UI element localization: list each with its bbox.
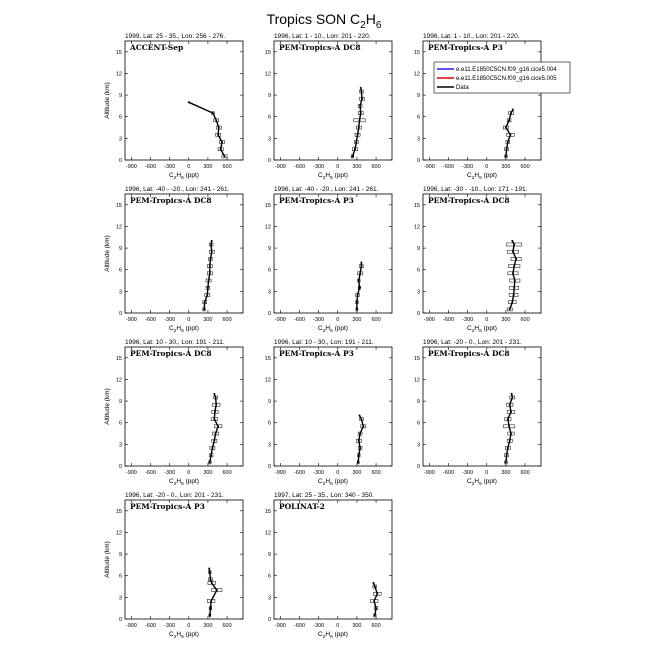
x-tick-label: 300 [501, 317, 511, 323]
plot-frame [125, 41, 243, 160]
data-point [513, 294, 515, 296]
data-point [203, 308, 205, 310]
data-point [512, 251, 514, 253]
x-tick-label: 300 [352, 470, 362, 476]
x-axis-label: $C_2H_6$ (ppt) [467, 325, 497, 334]
y-tick-label: 9 [267, 246, 271, 253]
data-point [210, 243, 212, 245]
x-tick-label: 300 [501, 164, 511, 170]
data-point [373, 582, 375, 584]
y-tick-label: 3 [118, 289, 122, 296]
x-tick-label: -600 [294, 317, 306, 323]
y-tick-label: 12 [115, 377, 122, 384]
panel-6 [414, 186, 541, 334]
y-tick-label: 3 [416, 289, 420, 296]
plot-frame [274, 194, 392, 313]
x-tick-label: 0 [187, 623, 191, 629]
y-tick-label: 3 [118, 136, 122, 143]
x-tick-label: -900 [125, 317, 137, 323]
y-axis-label: Altitude (km) [104, 235, 111, 272]
data-point [357, 294, 359, 296]
data-point [204, 301, 206, 303]
y-tick-label: 3 [118, 595, 122, 602]
data-point [355, 141, 357, 143]
data-point [359, 105, 361, 107]
data-point [508, 119, 510, 121]
panel-header: 1996, Lat: 1 - 10., Lon: 201 - 220. [423, 33, 520, 40]
data-point [508, 425, 510, 427]
legend-label: e.e11.E1850C5CN.f09_g16.cice5.005 [456, 76, 557, 82]
x-tick-label: -900 [423, 470, 435, 476]
x-tick-label: -300 [313, 470, 325, 476]
y-tick-label: 15 [413, 202, 420, 209]
campaign-label: PEM-Tropics-A P3 [428, 43, 503, 52]
panel-1 [104, 33, 243, 181]
y-tick-label: 12 [413, 71, 420, 78]
y-tick-label: 9 [267, 93, 271, 100]
y-tick-label: 0 [118, 464, 122, 470]
x-tick-label: -900 [423, 164, 435, 170]
data-point [208, 568, 210, 570]
campaign-label: PEM-Tropics-A DC8 [130, 349, 212, 358]
x-tick-label: -300 [313, 317, 325, 323]
x-tick-label: -600 [145, 317, 157, 323]
data-point [360, 265, 362, 267]
x-tick-label: 600 [222, 470, 232, 476]
y-tick-label: 6 [267, 114, 271, 121]
data-point [511, 301, 513, 303]
campaign-label: PEM-Tropics-A DC8 [428, 349, 510, 358]
x-tick-label: -300 [313, 164, 325, 170]
panel-header: 1996, Lat: -40 - -20., Lon: 241 - 261. [274, 186, 379, 193]
x-tick-label: -600 [294, 470, 306, 476]
x-tick-label: -900 [125, 470, 137, 476]
data-point [208, 280, 210, 282]
y-tick-label: 9 [267, 399, 271, 406]
y-tick-label: 6 [267, 420, 271, 427]
x-tick-label: 600 [222, 317, 232, 323]
campaign-label: POLINAT-2 [279, 502, 325, 511]
data-point [358, 287, 360, 289]
data-point [512, 109, 514, 111]
y-tick-label: 12 [264, 71, 271, 78]
legend-label: e.e11.E1850C5CN.f09_g16.cice5.004 [456, 67, 557, 73]
data-point [216, 589, 218, 591]
data-point [218, 127, 220, 129]
y-tick-label: 0 [267, 158, 271, 164]
data-point [209, 571, 211, 573]
y-tick-label: 12 [115, 530, 122, 537]
data-point [360, 262, 362, 264]
x-tick-label: -300 [462, 317, 474, 323]
y-tick-label: 15 [115, 508, 122, 515]
y-tick-label: 6 [416, 267, 420, 274]
y-tick-label: 0 [267, 311, 271, 317]
x-tick-label: 0 [187, 470, 191, 476]
x-tick-label: 300 [203, 470, 213, 476]
data-point [209, 461, 211, 463]
y-tick-label: 9 [118, 399, 122, 406]
x-tick-label: 600 [222, 623, 232, 629]
x-axis-label: $C_2H_6$ (ppt) [467, 478, 497, 487]
data-point [376, 593, 378, 595]
y-tick-label: 6 [118, 573, 122, 580]
panel-3 [414, 33, 541, 181]
x-tick-label: 600 [371, 470, 381, 476]
x-tick-label: 600 [222, 164, 232, 170]
x-tick-label: -300 [462, 470, 474, 476]
plot-frame [274, 347, 392, 466]
panel-header: 1996, Lat: -40 - -20., Lon: 241 - 261. [125, 186, 230, 193]
figure-title: Tropics SON $C_2H_6$ [266, 11, 382, 31]
data-point [511, 396, 513, 398]
data-point [213, 418, 215, 420]
x-tick-label: -600 [294, 623, 306, 629]
data-point [507, 447, 509, 449]
data-point [209, 614, 211, 616]
x-tick-label: 600 [520, 470, 530, 476]
panel-2 [265, 33, 392, 181]
data-point [360, 90, 362, 92]
data-point [511, 240, 513, 242]
x-tick-label: 0 [187, 164, 191, 170]
data-point [513, 265, 515, 267]
x-axis-label: $C_2H_6$ (ppt) [318, 325, 348, 334]
panel-7 [104, 339, 243, 487]
data-point [512, 272, 514, 274]
data-point [209, 578, 211, 580]
data-point [513, 287, 515, 289]
x-tick-label: -600 [443, 317, 455, 323]
x-tick-label: -900 [274, 317, 286, 323]
data-point [354, 148, 356, 150]
data-point [215, 396, 217, 398]
campaign-label: PEM-Tropics-A DC8 [428, 196, 510, 205]
data-point [213, 393, 215, 395]
data-point [207, 287, 209, 289]
campaign-label: PEM-Tropics-A DC8 [279, 43, 361, 52]
plot-frame [423, 41, 541, 160]
data-point [351, 155, 353, 157]
x-tick-label: 300 [501, 470, 511, 476]
panel-header: 1996, Lat: 10 - 30., Lon: 191 - 211. [125, 339, 225, 346]
panel-10 [104, 492, 243, 640]
data-point [215, 404, 217, 406]
data-point [211, 240, 213, 242]
x-tick-label: 0 [485, 164, 489, 170]
x-tick-label: 600 [371, 317, 381, 323]
y-tick-label: 6 [267, 267, 271, 274]
data-point [374, 614, 376, 616]
y-tick-label: 0 [416, 464, 420, 470]
data-point [358, 119, 360, 121]
y-tick-label: 9 [416, 399, 420, 406]
data-point [211, 251, 213, 253]
x-tick-label: -600 [443, 470, 455, 476]
data-point [356, 301, 358, 303]
x-axis-label: $C_2H_6$ (ppt) [318, 478, 348, 487]
data-point [212, 112, 214, 114]
x-tick-label: 300 [352, 164, 362, 170]
x-axis-label: $C_2H_6$ (ppt) [169, 172, 199, 181]
x-axis-label: $C_2H_6$ (ppt) [318, 631, 348, 640]
data-point [217, 425, 219, 427]
y-tick-label: 15 [264, 355, 271, 362]
x-tick-label: -600 [145, 470, 157, 476]
y-tick-label: 15 [413, 355, 420, 362]
data-point [360, 87, 362, 89]
data-point [221, 141, 223, 143]
y-tick-label: 3 [267, 595, 271, 602]
x-tick-label: 600 [520, 164, 530, 170]
plot-frame [125, 194, 243, 313]
y-tick-label: 9 [416, 246, 420, 253]
y-tick-label: 0 [416, 158, 420, 164]
campaign-label: PEM-Tropics-A P3 [130, 502, 205, 511]
panel-8 [265, 339, 392, 487]
x-tick-label: 0 [485, 317, 489, 323]
x-tick-label: 0 [336, 164, 340, 170]
data-point [509, 308, 511, 310]
x-tick-label: 300 [203, 164, 213, 170]
y-tick-label: 12 [413, 377, 420, 384]
data-point [509, 134, 511, 136]
campaign-label: PEM-Tropics-A DC8 [130, 196, 212, 205]
panel-11 [265, 492, 392, 640]
data-point [217, 134, 219, 136]
panel-4 [104, 186, 243, 334]
panel-9 [414, 339, 541, 487]
x-tick-label: -300 [462, 164, 474, 170]
legend-label: Data [456, 85, 469, 91]
data-point [510, 411, 512, 413]
plot-frame [125, 500, 243, 619]
data-point [356, 308, 358, 310]
panel-header: 1996, Lat: -20 - 0., Lon: 201 - 231. [125, 492, 224, 499]
data-point [362, 425, 364, 427]
data-point [505, 461, 507, 463]
data-point [514, 280, 516, 282]
data-point [357, 134, 359, 136]
data-point [214, 411, 216, 413]
y-tick-label: 0 [118, 311, 122, 317]
data-point [359, 272, 361, 274]
y-tick-label: 12 [115, 71, 122, 78]
plot-frame [274, 41, 392, 160]
y-tick-label: 0 [416, 311, 420, 317]
x-axis-label: $C_2H_6$ (ppt) [169, 325, 199, 334]
data-point [209, 607, 211, 609]
x-tick-label: 600 [371, 164, 381, 170]
x-tick-label: -300 [164, 164, 176, 170]
data-point [505, 127, 507, 129]
panel-header: 1997, Lat: 25 - 35., Lon: 340 - 350. [274, 492, 375, 499]
x-tick-label: -300 [164, 623, 176, 629]
data-point [215, 433, 217, 435]
data-point [358, 280, 360, 282]
y-tick-label: 3 [267, 136, 271, 143]
y-tick-label: 15 [413, 49, 420, 56]
data-point [511, 393, 513, 395]
y-tick-label: 3 [118, 442, 122, 449]
campaign-label: PEM-Tropics-A P3 [279, 196, 354, 205]
y-tick-label: 3 [267, 289, 271, 296]
data-point [213, 440, 215, 442]
data-point [506, 454, 508, 456]
x-tick-label: 0 [336, 623, 340, 629]
data-point [211, 447, 213, 449]
panel-header: 1999, Lat: 25 - 35., Lon: 256 - 276. [125, 33, 226, 40]
y-axis-label: Altitude (km) [104, 82, 111, 119]
y-tick-label: 3 [416, 442, 420, 449]
data-point [357, 461, 359, 463]
y-tick-label: 6 [118, 420, 122, 427]
data-point [210, 600, 212, 602]
y-tick-label: 0 [267, 464, 271, 470]
x-tick-label: -600 [145, 164, 157, 170]
y-tick-label: 3 [416, 136, 420, 143]
data-point [224, 155, 226, 157]
y-tick-label: 6 [416, 420, 420, 427]
data-point [188, 101, 190, 103]
x-tick-label: -900 [125, 164, 137, 170]
y-tick-label: 12 [413, 224, 420, 231]
data-point [211, 582, 213, 584]
y-tick-label: 3 [267, 442, 271, 449]
panel-5 [265, 186, 392, 334]
data-point [215, 119, 217, 121]
x-tick-label: -300 [313, 623, 325, 629]
data-point [375, 607, 377, 609]
x-axis-label: $C_2H_6$ (ppt) [467, 172, 497, 181]
x-axis-label: $C_2H_6$ (ppt) [169, 631, 199, 640]
y-tick-label: 12 [264, 224, 271, 231]
data-point [358, 440, 360, 442]
y-axis-label: Altitude (km) [104, 388, 111, 425]
x-tick-label: 0 [485, 470, 489, 476]
y-tick-label: 9 [118, 552, 122, 559]
data-point [209, 272, 211, 274]
plot-frame [125, 347, 243, 466]
campaign-label: PEM-Tropics-A P3 [279, 349, 354, 358]
data-point [360, 418, 362, 420]
data-point [509, 404, 511, 406]
data-point [510, 433, 512, 435]
x-axis-label: $C_2H_6$ (ppt) [318, 172, 348, 181]
data-point [358, 454, 360, 456]
y-tick-label: 6 [118, 267, 122, 274]
campaign-label: ACCENT-Sep [130, 43, 184, 52]
data-point [505, 155, 507, 157]
data-point [510, 112, 512, 114]
y-tick-label: 12 [264, 530, 271, 537]
data-point [359, 447, 361, 449]
legend [434, 62, 570, 93]
x-tick-label: 0 [336, 470, 340, 476]
panel-header: 1996, Lat: 10 - 30., Lon: 191 - 211. [274, 339, 374, 346]
x-tick-label: 0 [336, 317, 340, 323]
y-tick-label: 0 [118, 617, 122, 623]
data-point [506, 148, 508, 150]
plot-frame [423, 194, 541, 313]
x-axis-label: $C_2H_6$ (ppt) [169, 478, 199, 487]
x-tick-label: 600 [371, 623, 381, 629]
data-point [358, 127, 360, 129]
y-tick-label: 6 [267, 573, 271, 580]
x-tick-label: -600 [294, 164, 306, 170]
y-tick-label: 9 [416, 93, 420, 100]
plot-frame [423, 347, 541, 466]
x-tick-label: 600 [520, 317, 530, 323]
y-tick-label: 9 [118, 93, 122, 100]
x-tick-label: 300 [352, 317, 362, 323]
panel-header: 1996, Lat: -30 - -10., Lon: 171 - 191. [423, 186, 528, 193]
data-point [210, 454, 212, 456]
x-tick-label: 300 [203, 623, 213, 629]
y-tick-label: 0 [267, 617, 271, 623]
data-point [359, 433, 361, 435]
panel-header: 1996, Lat: -20 - 0., Lon: 201 - 231. [423, 339, 522, 346]
y-tick-label: 9 [267, 552, 271, 559]
data-point [220, 148, 222, 150]
data-point [513, 243, 515, 245]
data-point [360, 112, 362, 114]
y-tick-label: 12 [115, 224, 122, 231]
panels [104, 33, 541, 640]
y-tick-label: 15 [115, 355, 122, 362]
data-point [515, 258, 517, 260]
data-point [358, 415, 360, 417]
x-tick-label: 300 [203, 317, 213, 323]
x-tick-label: -900 [274, 164, 286, 170]
y-tick-label: 12 [264, 377, 271, 384]
data-point [509, 440, 511, 442]
x-tick-label: -600 [145, 623, 157, 629]
data-point [209, 258, 211, 260]
y-tick-label: 6 [416, 114, 420, 121]
y-tick-label: 15 [115, 49, 122, 56]
data-point [209, 265, 211, 267]
data-point [374, 586, 376, 588]
panel-header: 1996, Lat: 1 - 10., Lon: 201 - 220. [274, 33, 371, 40]
x-tick-label: -300 [164, 317, 176, 323]
y-tick-label: 15 [264, 202, 271, 209]
data-point [361, 98, 363, 100]
y-tick-label: 15 [264, 508, 271, 515]
x-tick-label: -900 [274, 623, 286, 629]
y-tick-label: 15 [115, 202, 122, 209]
x-tick-label: 0 [187, 317, 191, 323]
x-tick-label: -900 [423, 317, 435, 323]
data-point [507, 141, 509, 143]
x-tick-label: -600 [443, 164, 455, 170]
y-tick-label: 0 [118, 158, 122, 164]
y-tick-label: 15 [264, 49, 271, 56]
x-tick-label: -900 [274, 470, 286, 476]
y-axis-label: Altitude (km) [104, 541, 111, 578]
data-point [507, 418, 509, 420]
x-tick-label: -300 [164, 470, 176, 476]
data-point [206, 294, 208, 296]
y-tick-label: 6 [118, 114, 122, 121]
x-tick-label: -900 [125, 623, 137, 629]
x-tick-label: 300 [352, 623, 362, 629]
y-tick-label: 9 [118, 246, 122, 253]
data-point [373, 600, 375, 602]
